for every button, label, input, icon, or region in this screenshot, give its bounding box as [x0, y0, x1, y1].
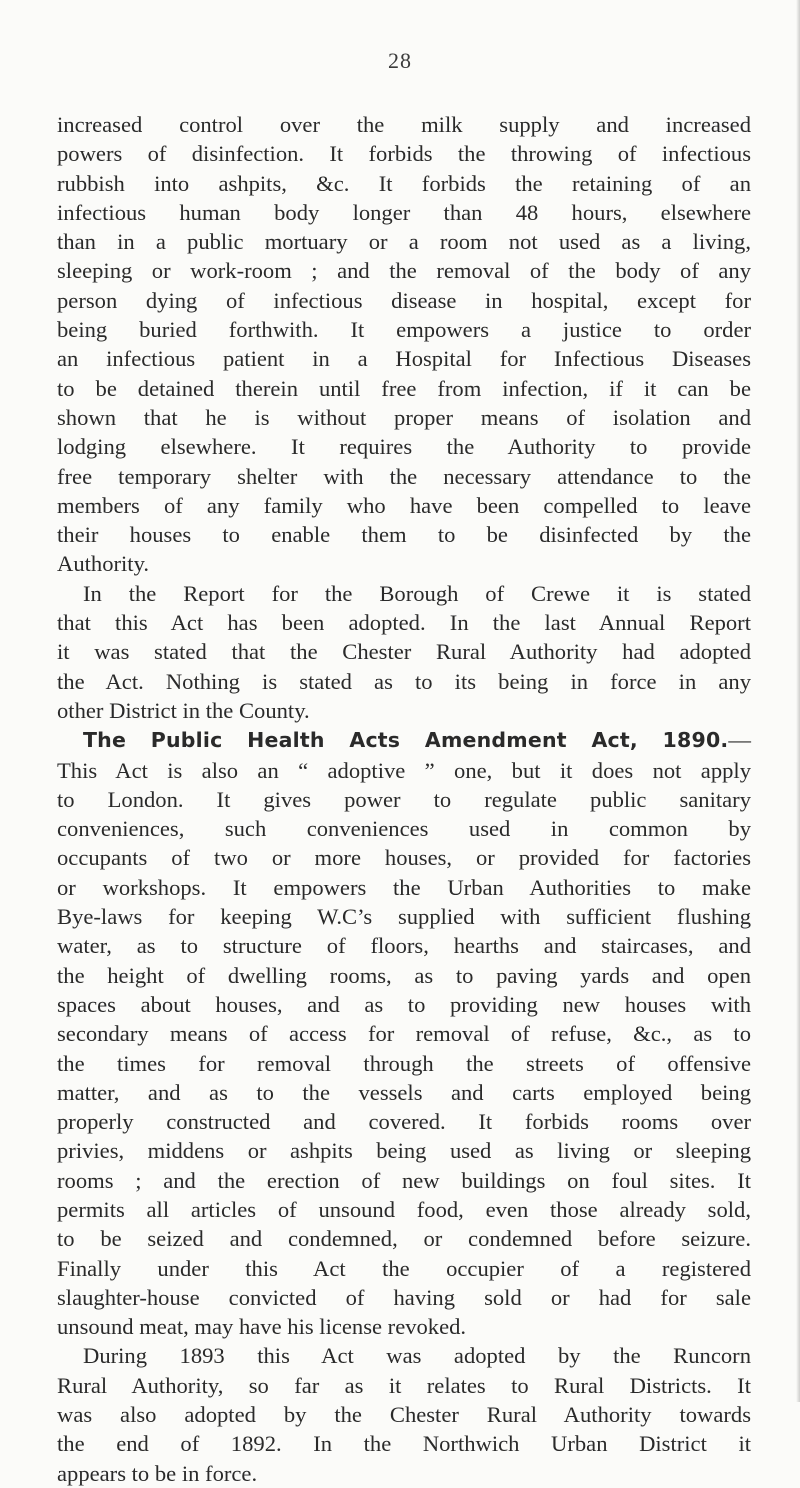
text-line: slaughter-house convicted of having sold or had for sale: [57, 1284, 751, 1310]
text-line: Authority.: [57, 551, 150, 577]
text-line: shown that he is without proper means of isolation and: [57, 404, 751, 430]
text-line: sleeping or work-room ; and the removal of the body of any: [57, 258, 751, 284]
body-text: [57, 110, 751, 1488]
text-line: permits all articles of unsound food, even those already sold,: [57, 1196, 751, 1222]
text-line: rubbish into ashpits, &c. It forbids the retaining of an: [57, 170, 751, 196]
text-line: free temporary shelter with the necessary attendance to the: [57, 463, 751, 489]
text-line: properly constructed and covered. It forbids rooms over: [57, 1109, 751, 1135]
text-line: other District in the County.: [57, 697, 310, 723]
text-line: powers of disinfection. It forbids the throwing of infectious: [57, 141, 751, 167]
text-line: occupants of two or more houses, or provided for factories: [57, 845, 751, 871]
text-line: water, as to structure of floors, hearths and staircases, and: [57, 933, 751, 959]
text-line: to be seized and condemned, or condemned before seizure.: [57, 1226, 751, 1252]
text-line: or workshops. It empowers the Urban Authorities to make: [57, 874, 751, 900]
heading-dash: —: [728, 727, 751, 753]
text-line: increased control over the milk supply and increased: [57, 112, 751, 137]
text-line: their houses to enable them to be disinfected by the: [57, 522, 751, 548]
text-line: the times for removal through the streets of offensive: [57, 1050, 751, 1076]
text-line: being buried forthwith. It empowers a justice to order: [57, 317, 751, 343]
text-line: lodging elsewhere. It requires the Authority to provide: [57, 434, 751, 460]
text-line: This Act is also an “ adoptive ” one, but it does not apply: [57, 757, 751, 783]
text-line: than in a public mortuary or a room not used as a living,: [57, 229, 751, 255]
text-line: it was stated that the Chester Rural Authority had adopted: [57, 639, 751, 665]
section-heading: The Public Health Acts Amendment Act, 1890.: [83, 728, 729, 753]
text-line: appears to be in force.: [57, 1460, 258, 1486]
text-line: to be detained therein until free from infection, if it can be: [57, 375, 751, 401]
text-line: In the Report for the Borough of Crewe it is stated: [83, 580, 751, 606]
text-line: the Act. Nothing is stated as to its being in force in any: [57, 668, 751, 694]
text-line: was also adopted by the Chester Rural Authority towards: [57, 1402, 751, 1428]
section-heading-line: [57, 725, 751, 755]
text-line: the height of dwelling rooms, as to paving yards and open: [57, 962, 751, 988]
text-line: Bye-laws for keeping W.C’s supplied with sufficient flushing: [57, 904, 751, 930]
text-line: person dying of infectious disease in hospital, except for: [57, 287, 751, 313]
text-line: spaces about houses, and as to providing new houses with: [57, 991, 751, 1017]
text-line: to London. It gives power to regulate public sanitary: [57, 786, 751, 812]
text-line: Rural Authority, so far as it relates to Rural Districts. It: [57, 1372, 751, 1398]
text-line: Finally under this Act the occupier of a registered: [57, 1255, 751, 1281]
text-line: During 1893 this Act was adopted by the Runcorn: [83, 1343, 751, 1369]
page-number: 28: [388, 48, 412, 73]
text-line: the end of 1892. In the Northwich Urban District it: [57, 1431, 751, 1457]
text-line: secondary means of access for removal of refuse, &c., as to: [57, 1021, 751, 1047]
text-line: privies, middens or ashpits being used as living or sleeping: [57, 1138, 751, 1164]
text-line: conveniences, such conveniences used in common by: [57, 816, 751, 842]
page-edge-shadow: [796, 0, 800, 1402]
text-line: members of any family who have been compelled to leave: [57, 492, 751, 518]
text-line: that this Act has been adopted. In the last Annual Report: [57, 610, 751, 636]
text-line: an infectious patient in a Hospital for Infectious Diseases: [57, 346, 751, 372]
text-line: infectious human body longer than 48 hours, elsewhere: [57, 199, 751, 225]
text-line: unsound meat, may have his license revoked.: [57, 1314, 467, 1340]
text-line: matter, and as to the vessels and carts employed being: [57, 1079, 751, 1105]
text-line: rooms ; and the erection of new buildings on foul sites. It: [57, 1167, 751, 1193]
